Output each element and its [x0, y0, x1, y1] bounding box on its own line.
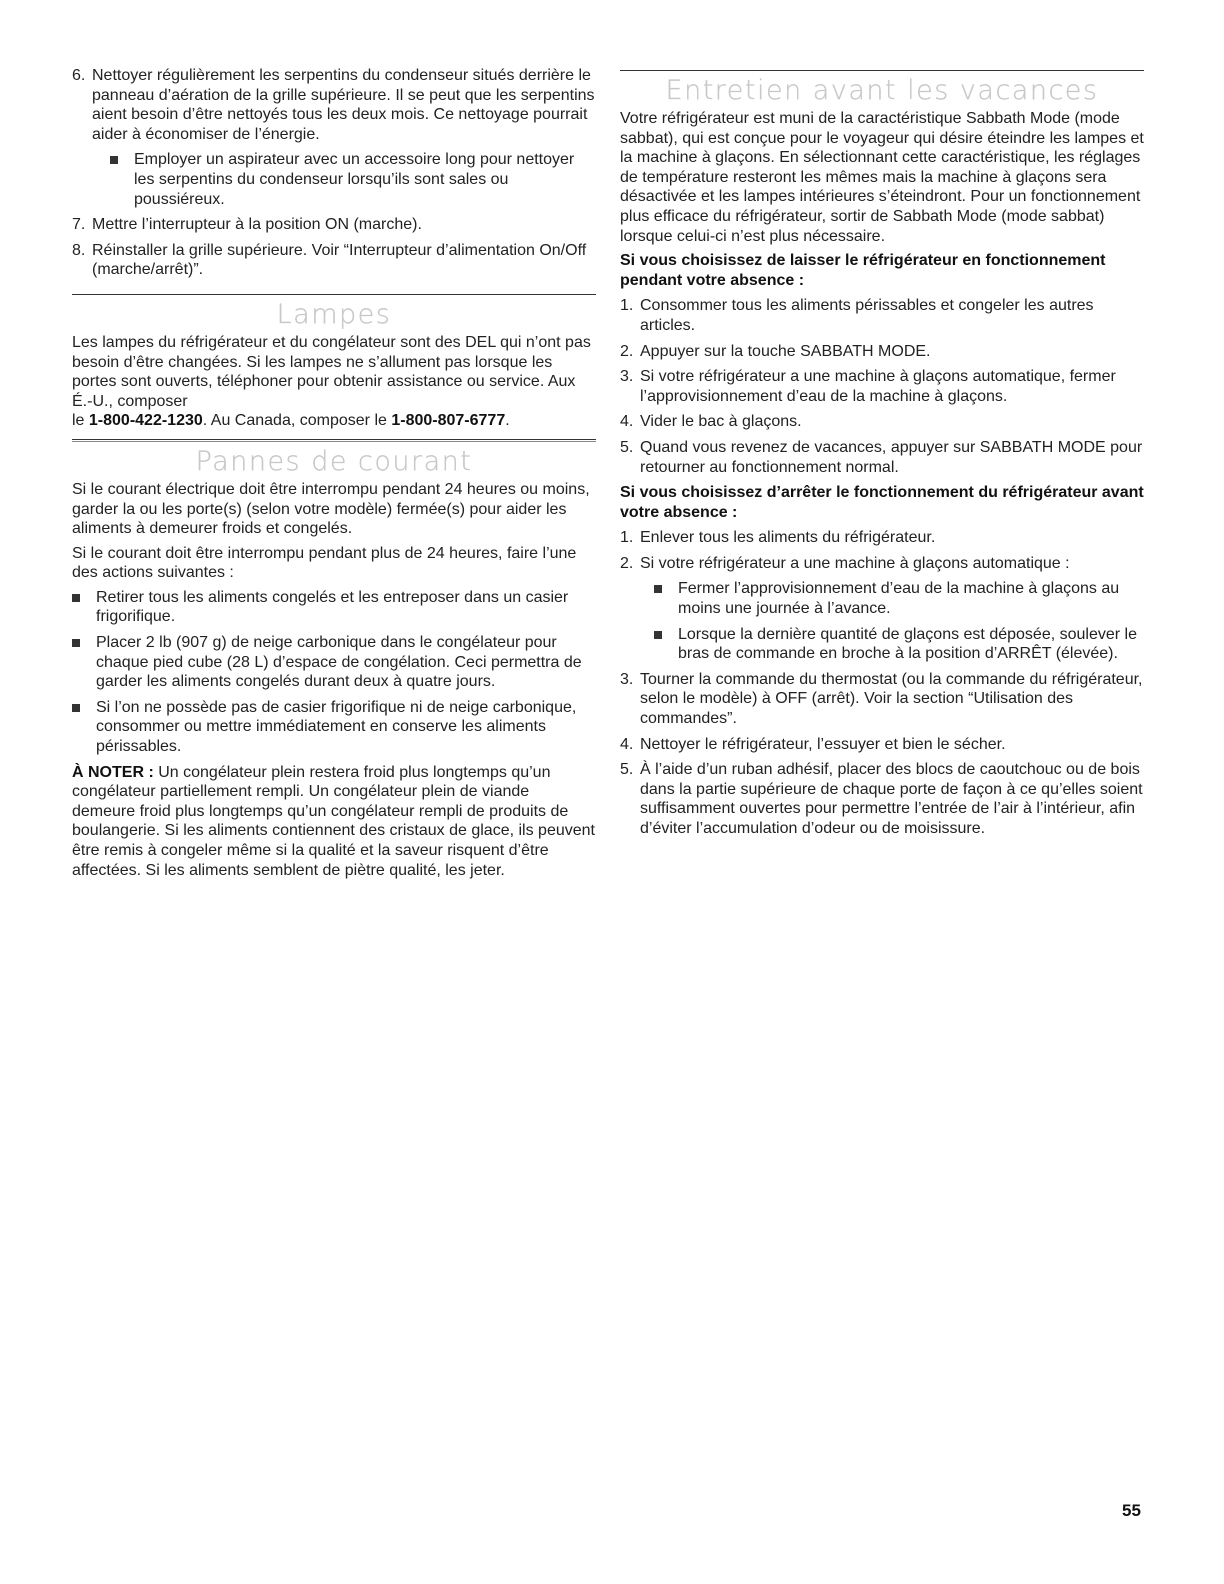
square-bullet-icon — [654, 585, 662, 593]
note-paragraph — [72, 763, 596, 881]
bullet-text: Fermer l’approvisionnement d’eau de la machine à glaçons au moins une journée à l’avance. — [678, 580, 1120, 618]
step-number: 6. — [72, 67, 86, 84]
square-bullet-icon — [72, 594, 80, 602]
lampes-text — [72, 333, 596, 431]
step-number: 1. — [620, 297, 634, 315]
step-number: 3. — [620, 368, 634, 386]
step-number: 5. — [620, 761, 634, 779]
list-item — [620, 760, 1144, 838]
section-heading-lampes: Lampes — [276, 298, 392, 330]
lampes-prefix: le — [72, 412, 89, 430]
pannes-bullet — [72, 698, 596, 757]
step-number: 2. — [620, 342, 634, 360]
step-text: Si votre réfrigérateur a une machine à glaçons automatique : — [640, 554, 1070, 572]
right-column — [620, 66, 1144, 845]
note-label: À NOTER : — [72, 763, 154, 781]
step-text: Nettoyer le réfrigérateur, l’essuyer et bien le sécher. — [640, 735, 1006, 753]
list-item — [620, 528, 1144, 548]
left-column — [72, 66, 596, 885]
subheading-shut-off: Si vous choisissez d’arrêter le fonctionnement du réfrigérateur avant votre absence : — [620, 484, 1144, 521]
lampes-suffix: . — [505, 412, 510, 430]
square-bullet-icon — [654, 631, 662, 639]
lampes-body: Les lampes du réfrigérateur et du congélateur sont des DEL qui n’ont pas besoin d’être changées. Si les lampes ne s’allument pas lorsque les portes sont ouverts, téléphoner pour obtenir assistance ou service. Aux É.-U., composer — [72, 333, 591, 410]
step-text: Tourner la commande du thermostat (ou la commande du réfrigérateur, selon le modèle) à OFF (arrêt). Voir la section “Utilisation des commandes”. — [640, 670, 1143, 728]
step-text: Si votre réfrigérateur a une machine à glaçons automatique, fermer l’approvisionnement d’eau de la machine à glaçons. — [640, 368, 1116, 405]
step-text: Enlever tous les aliments du réfrigérateur. — [640, 529, 936, 547]
square-bullet-icon — [110, 156, 118, 164]
step-text: Vider le bac à glaçons. — [640, 413, 802, 431]
list-item — [620, 296, 1144, 335]
step-number: 7. — [72, 216, 86, 234]
step-number: 3. — [620, 670, 634, 688]
pannes-paragraph-1: Si le courant électrique doit être interrompu pendant 24 heures ou moins, garder la ou les porte(s) (selon votre modèle) fermée(s) pour aider les aliments à demeurer froids et congelés. — [72, 480, 590, 538]
bullet-text: Placer 2 lb (907 g) de neige carbonique dans le congélateur pour chaque pied cube (28 L) d’espace de congélation. Ceci permettra de garder les aliments congelés durant deux à quatre jours. — [96, 634, 582, 691]
list-item — [620, 735, 1144, 755]
phone-ca: 1-800-807-6777 — [391, 412, 506, 430]
list-bullet — [654, 579, 1144, 618]
list-item — [620, 412, 1144, 432]
note-text: Un congélateur plein restera froid plus longtemps qu’un congélateur partiellement rempli. Un congélateur plein de viande demeure froid plus longtemps qu’un congélateur rempli de produits de boulangerie. Si les aliments contiennent des cristaux de glace, ils peuvent être remis à congeler même si la qualité et la saveur risquent d’être affectées. Si les aliments semblent de piètre qualité, les jeter. — [72, 763, 595, 879]
pannes-bullet — [72, 588, 596, 627]
bullet-text: Employer un aspirateur avec un accessoire long pour nettoyer les serpentins du condenseur lorsqu’ils sont sales ou poussiéreux. — [134, 151, 575, 208]
pannes-paragraph-2: Si le courant doit être interrompu pendant plus de 24 heures, faire l’une des actions suivantes : — [72, 544, 577, 582]
step-text: Quand vous revenez de vacances, appuyer sur SABBATH MODE pour retourner au fonctionnement normal. — [640, 438, 1143, 476]
step-text: Appuyer sur la touche SABBATH MODE. — [640, 342, 931, 360]
page-number: 55 — [1122, 1501, 1141, 1520]
step-number: 4. — [620, 413, 634, 431]
section-divider — [72, 439, 596, 442]
step-text: Nettoyer régulièrement les serpentins du condenseur situés derrière le panneau d’aération de la grille supérieure. Il se peut que les serpentins aient besoin d’être nettoyés tous les deux mois. Ce nettoyage pourrait aider à économiser de l’énergie. — [92, 67, 595, 143]
list-item — [620, 670, 1144, 729]
subheading-leave-running: Si vous choisissez de laisser le réfrigérateur en fonctionnement pendant votre absence : — [620, 252, 1106, 289]
step-number: 1. — [620, 529, 634, 547]
section-heading-vacances: Entretien avant les vacances — [665, 75, 1099, 106]
list-item — [620, 367, 1144, 406]
section-divider — [620, 70, 1144, 71]
list-item — [620, 554, 1144, 574]
step-number: 2. — [620, 554, 634, 572]
phone-us: 1-800-422-1230 — [88, 412, 203, 430]
bullet-text: Lorsque la dernière quantité de glaçons est déposée, soulever le bras de commande en broche à la position d’ARRÊT (élevée). — [678, 625, 1137, 663]
step-7 — [72, 215, 596, 235]
list-item — [620, 438, 1144, 477]
list-item — [620, 342, 1144, 362]
pannes-bullet — [72, 633, 596, 692]
vacances-intro: Votre réfrigérateur est muni de la caractéristique Sabbath Mode (mode sabbat), qui est conçue pour le voyageur qui désire éteindre les lampes et la machine à glaçons. En sélectionnant cette caractéristique, les réglages de température resteront les mêmes mais la machine à glaçons sera désactivée et les lampes intérieures s’éteindront. Pour un fonctionnement plus efficace du réfrigérateur, sortir de Sabbath Mode (mode sabbat) lorsque celui-ci n’est plus nécessaire. — [620, 110, 1144, 245]
section-heading-pannes: Pannes de courant — [195, 445, 473, 477]
lampes-middle: . Au Canada, composer le — [202, 412, 392, 430]
step-number: 8. — [72, 241, 86, 259]
step-number: 4. — [620, 735, 634, 753]
step-8 — [72, 241, 596, 280]
step-6-bullet — [110, 150, 596, 209]
step-6 — [72, 66, 596, 144]
section-divider — [72, 294, 596, 295]
step-number: 5. — [620, 438, 634, 456]
bullet-text: Retirer tous les aliments congelés et les entreposer dans un casier frigorifique. — [96, 588, 569, 626]
step-text: Consommer tous les aliments périssables et congeler les autres articles. — [640, 297, 1094, 334]
list-bullet — [654, 625, 1144, 664]
step-text: Mettre l’interrupteur à la position ON (marche). — [92, 216, 422, 234]
bullet-text: Si l’on ne possède pas de casier frigorifique ni de neige carbonique, consommer ou mettre immédiatement en conserve les aliments périssables. — [96, 698, 577, 756]
step-text: Réinstaller la grille supérieure. Voir “Interrupteur d’alimentation On/Off (marche/arrêt)”. — [92, 241, 587, 279]
square-bullet-icon — [72, 639, 80, 647]
step-text: À l’aide d’un ruban adhésif, placer des blocs de caoutchouc ou de bois dans la partie supérieure de chaque porte de façon à ce qu’elles soient suffisamment ouvertes pour permettre l’entrée de l’air à l’intérieur, afin d’éviter l’accumulation d’odeur ou de moisissure. — [640, 761, 1143, 837]
square-bullet-icon — [72, 704, 80, 712]
